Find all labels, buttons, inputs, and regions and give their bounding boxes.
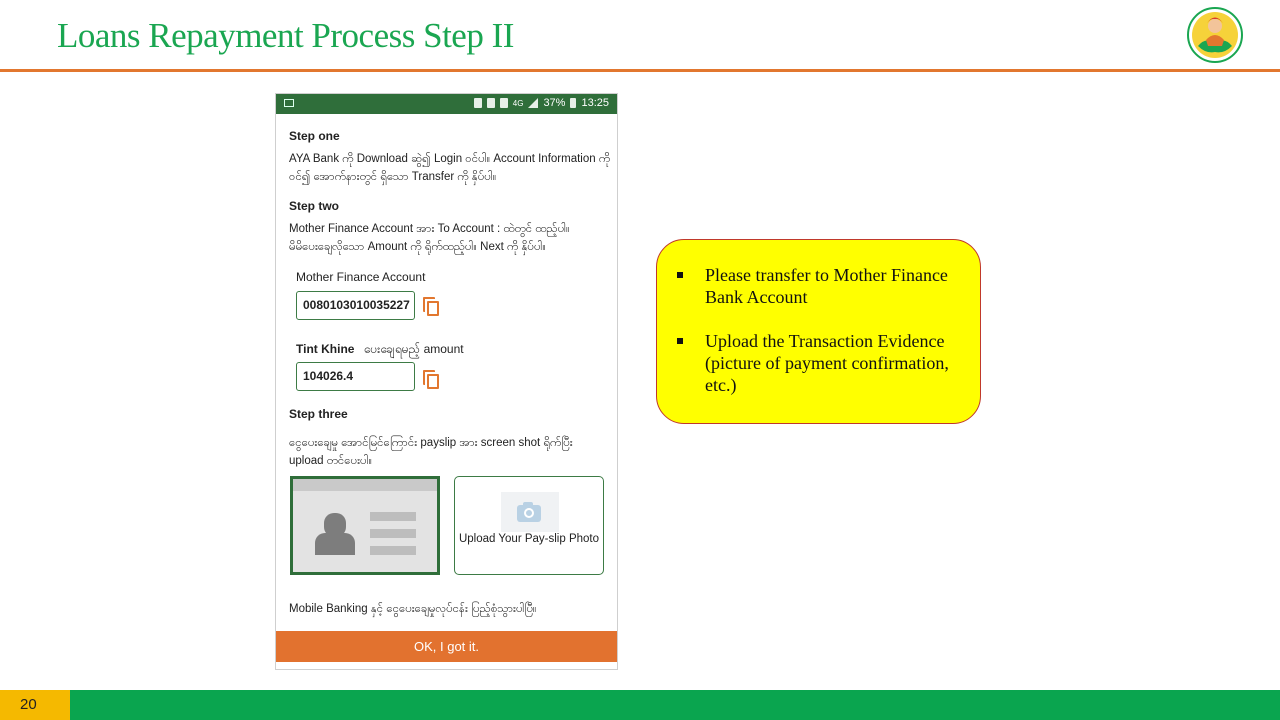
step-three-heading: Step three — [289, 407, 348, 421]
amount-label: ပေးချေရမည့် amount — [363, 342, 464, 356]
step-three-line1: ငွေပေးချေမှု အောင်မြင်ကြောင်း payslip အား screen shot ရိုက်ပြီး — [289, 437, 573, 449]
copy-account-icon[interactable] — [423, 297, 439, 316]
battery-icon — [570, 98, 576, 108]
footer-bar — [70, 690, 1280, 720]
callout-item: Please transfer to Mother Finance Bank Account — [675, 264, 965, 308]
network-type: 4G — [512, 98, 524, 108]
callout-list — [675, 264, 965, 418]
amount-label-row — [296, 341, 464, 359]
signal-icon — [528, 98, 538, 108]
step-two-line2: မိမိပေးချေလိုသော Amount ကို ရိုက်ထည့်ပါ။ Next ကို နှိပ်ပါ။ — [289, 241, 546, 253]
gallery-icon — [284, 99, 294, 107]
account-label: Mother Finance Account — [296, 270, 426, 284]
battery-level: 37% — [543, 97, 566, 109]
step-one-line1: AYA Bank ကို Download ဆွဲ၍ Login ဝင်ပါ။ Account Information ကို — [289, 153, 611, 165]
page-number: 20 — [0, 690, 70, 720]
amount-field[interactable]: 104026.4 — [296, 362, 415, 391]
vibrate-icon — [500, 98, 508, 108]
callout-item: Upload the Transaction Evidence (picture of payment confirmation, etc.) — [675, 330, 965, 396]
upload-payslip-button[interactable] — [454, 476, 604, 575]
status-icons — [474, 97, 609, 109]
company-logo-icon — [1186, 6, 1244, 64]
step-one-line2: ဝင်၍ အောက်နားတွင် ရှိသော Transfer ကို နှိပ်ပါ။ — [289, 171, 497, 183]
step-two-line1: Mother Finance Account အား To Account : ထဲတွင် ထည့်ပါ။ — [289, 223, 570, 235]
completion-note: Mobile Banking နှင့် ငွေပေးချေမှုလုပ်ငန်း ပြည့်စုံသွားပါပြီ။ — [289, 603, 537, 615]
payer-name: Tint Khine — [296, 342, 355, 356]
ok-button[interactable]: OK, I got it. — [276, 631, 617, 662]
step-two-heading: Step two — [289, 199, 339, 213]
account-number-field[interactable]: 0080103010035227 — [296, 291, 415, 320]
step-three-line2: upload တင်ပေးပါ။ — [289, 455, 373, 467]
slide-title: Loans Repayment Process Step II — [57, 16, 514, 55]
instruction-callout — [656, 239, 981, 424]
clock: 13:25 — [581, 97, 609, 109]
bullet-icon — [677, 272, 683, 278]
phone-screenshot — [275, 93, 618, 670]
upload-payslip-label: Upload Your Pay-slip Photo — [458, 533, 599, 545]
alarm-icon — [487, 98, 495, 108]
copy-amount-icon[interactable] — [423, 370, 439, 389]
bullet-icon — [677, 338, 683, 344]
step-one-heading: Step one — [289, 129, 340, 143]
status-bar — [276, 94, 617, 114]
lock-icon — [474, 98, 482, 108]
payslip-sample-image — [290, 476, 440, 575]
camera-icon — [501, 492, 559, 532]
title-divider — [0, 69, 1280, 72]
